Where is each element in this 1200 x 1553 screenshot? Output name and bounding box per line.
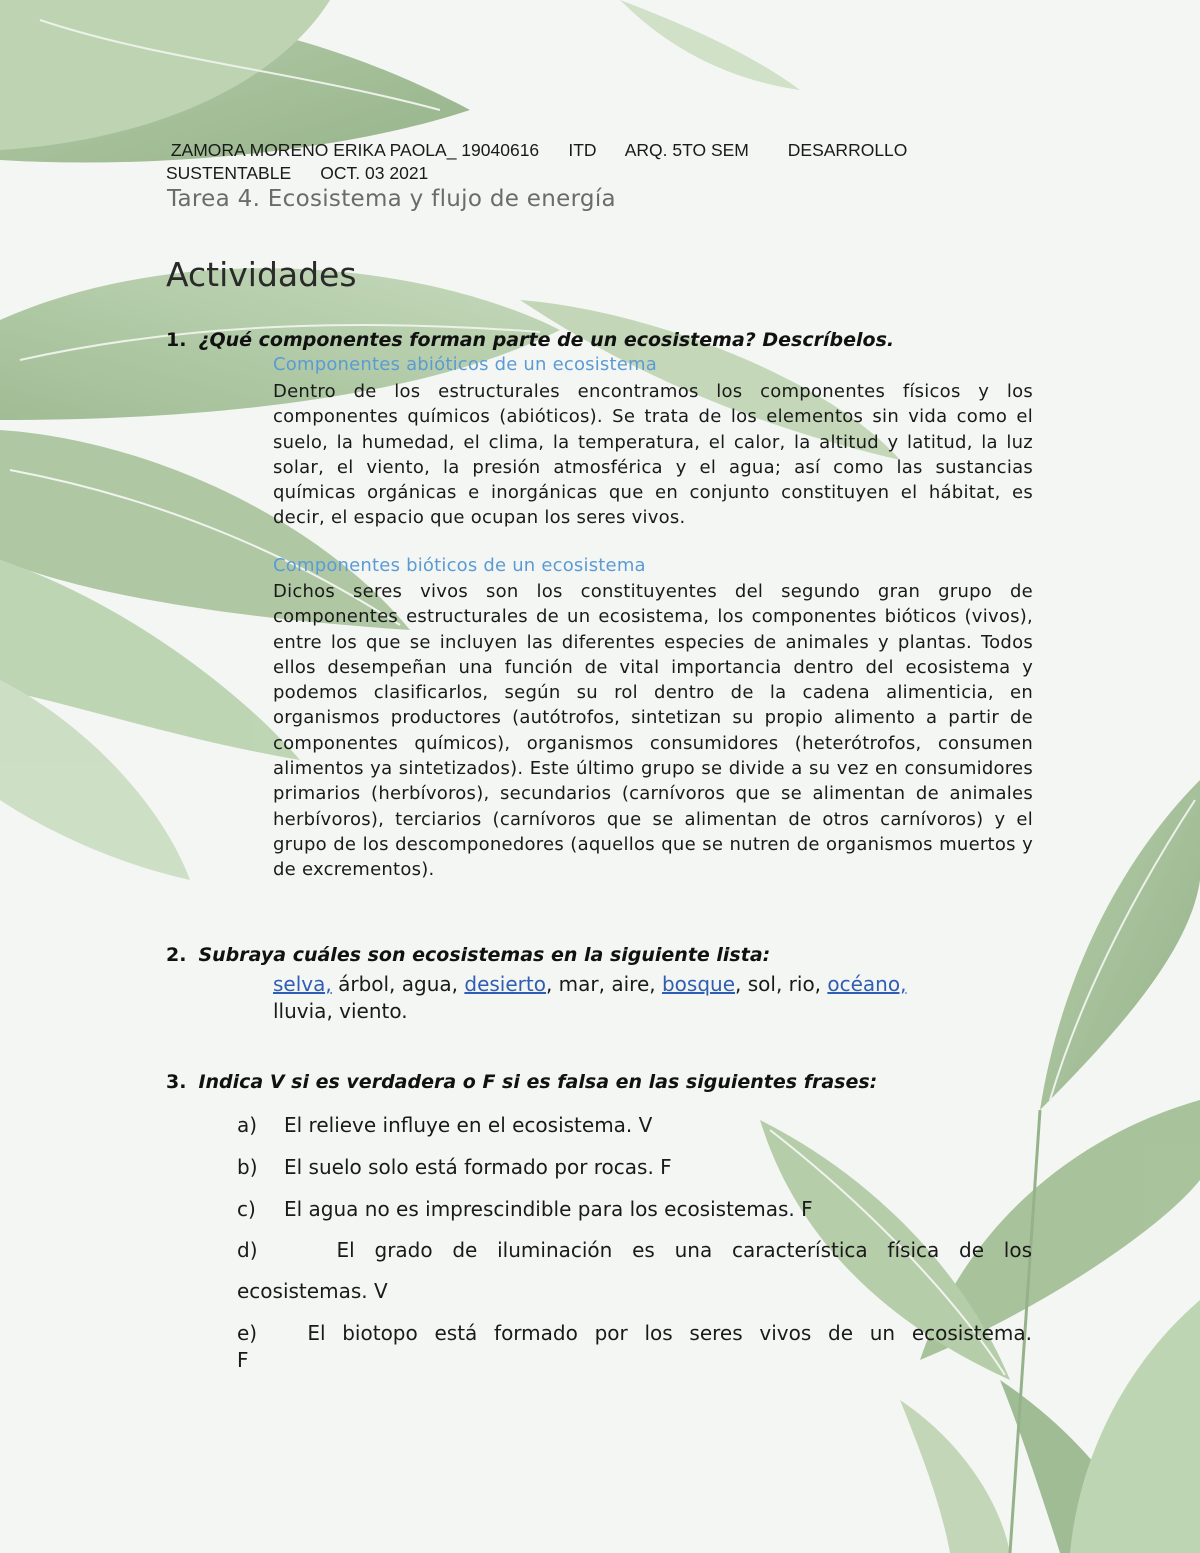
statement-text: El relieve influye en el ecosistema. V bbox=[284, 1113, 653, 1137]
list-text: árbol, agua, bbox=[331, 972, 465, 996]
statement-text: El biotopo está formado por los seres vivos de un ecosistema. bbox=[307, 1321, 1032, 1345]
question-text: Subraya cuáles son ecosistemas en la siguiente lista: bbox=[198, 944, 771, 966]
question-number: 3. bbox=[166, 1071, 187, 1093]
statement-c bbox=[237, 1197, 813, 1221]
list-text: lluvia, viento. bbox=[273, 999, 408, 1023]
question-1 bbox=[166, 329, 894, 351]
statement-label: e) bbox=[237, 1321, 258, 1345]
statement-d-continued: ecosistemas. V bbox=[237, 1279, 388, 1303]
underlined-ecosystem: océano, bbox=[827, 972, 907, 996]
underlined-ecosystem: bosque bbox=[661, 972, 736, 996]
bioticos-subtitle: Componentes bióticos de un ecosistema bbox=[273, 555, 646, 576]
statement-label: d) bbox=[237, 1238, 258, 1262]
question-text: Indica V si es verdadera o F si es falsa en las siguientes frases: bbox=[198, 1071, 878, 1093]
question-text: ¿Qué componentes forman parte de un ecosistema? Descríbelos. bbox=[198, 329, 895, 351]
underlined-ecosystem: desierto bbox=[464, 972, 546, 996]
statement-b bbox=[237, 1155, 672, 1179]
question-number: 1. bbox=[166, 329, 187, 351]
statement-a bbox=[237, 1113, 652, 1137]
header-subject-date: SUSTENTABLE OCT. 03 2021 bbox=[166, 163, 429, 183]
bioticos-paragraph: Dichos seres vivos son los constituyentes del segundo gran grupo de componentes estructurales de un ecosistema, los componentes bióticos (vivos), entre los que se incluyen las diferentes especies de animales y plantas. Todos ellos desempeñan una función de vital importancia dentro del ecosistema y podemos clasificarlos, según su rol dentro de la cadena alimenticia, en organismos productores (autótrofos, sintetizan su propio alimento a partir de componentes químicos), organismos consumidores (heterótrofos, consumen alimentos ya sintetizados). Este último grupo se divide a su vez en consumidores primarios (herbívoros), secundarios (carnívoros que se alimentan de animales herbívoros), terciarios (carnívoros que se alimentan de otros carnívoros) y el grupo de los descomponedores (aquellos que se nutren de organismos muertos y de excrementos). bbox=[273, 581, 1033, 881]
header-student-info: ZAMORA MORENO ERIKA PAOLA_ 19040616 ITD ARQ. 5TO SEM DESARROLLO bbox=[166, 140, 908, 160]
abioticos-subtitle: Componentes abióticos de un ecosistema bbox=[273, 354, 658, 375]
list-text: , sol, rio, bbox=[735, 972, 828, 996]
abioticos-paragraph: Dentro de los estructurales encontramos los componentes físicos y los componentes químicos (abióticos). Se trata de los elementos sin vida como el suelo, la humedad, el clima, la temperatura, el calor, la altitud y latitud, la luz solar, el viento, la presión atmosférica y el agua; así como las sustancias químicas orgánicas e inorgánicas que en conjunto constituyen el hábitat, es decir, el espacio que ocupan los seres vivos. bbox=[273, 381, 1033, 529]
ecosystem-list bbox=[273, 971, 1043, 1025]
question-3 bbox=[166, 1071, 877, 1093]
section-heading: Actividades bbox=[166, 255, 357, 294]
question-number: 2. bbox=[166, 944, 187, 966]
statement-label: a) bbox=[237, 1113, 258, 1137]
statement-text: El grado de iluminación es una característica física de los bbox=[336, 1238, 1032, 1262]
statement-e bbox=[237, 1321, 1032, 1345]
statement-text: El agua no es imprescindible para los ecosistemas. F bbox=[284, 1197, 813, 1221]
question-2 bbox=[166, 944, 770, 966]
underlined-ecosystem: selva, bbox=[273, 972, 332, 996]
list-text: , mar, aire, bbox=[545, 972, 662, 996]
assignment-title: Tarea 4. Ecosistema y flujo de energía bbox=[167, 186, 616, 212]
statement-text: El suelo solo está formado por rocas. F bbox=[284, 1155, 672, 1179]
statement-d bbox=[237, 1238, 1032, 1262]
statement-label: c) bbox=[237, 1197, 256, 1221]
statement-e-answer: F bbox=[237, 1348, 249, 1372]
statement-label: b) bbox=[237, 1155, 258, 1179]
